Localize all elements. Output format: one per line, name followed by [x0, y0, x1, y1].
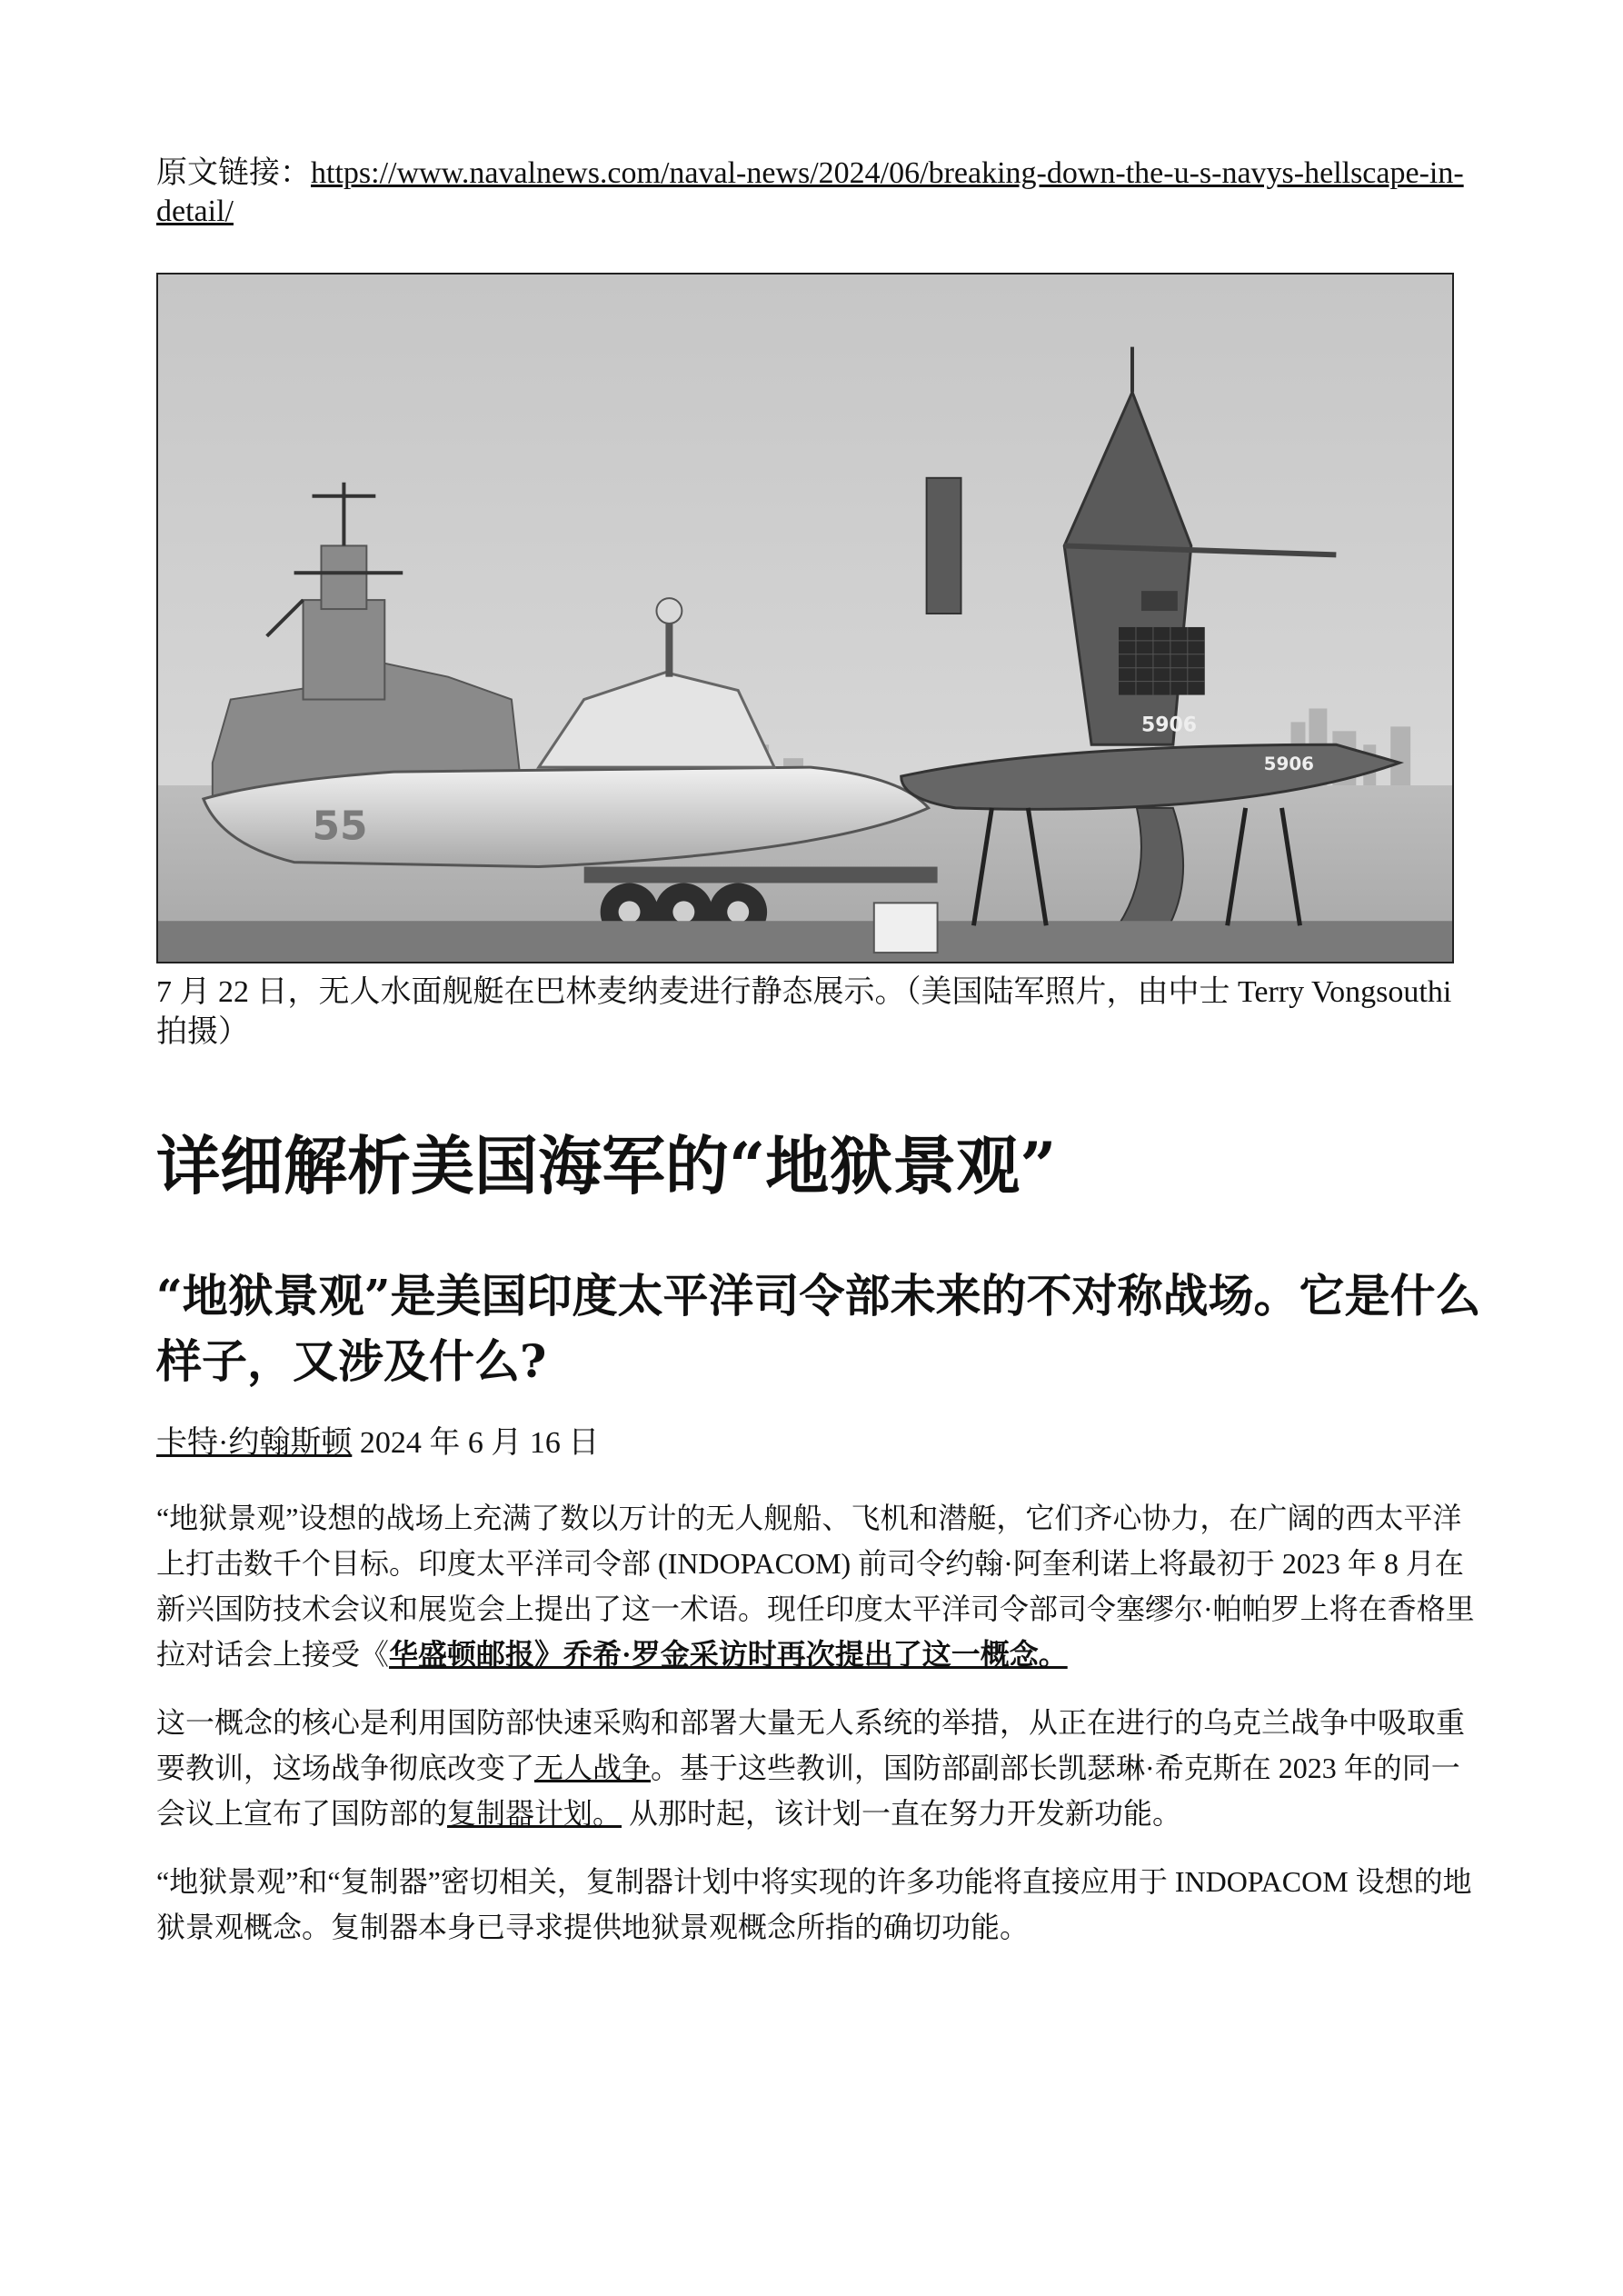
paragraph-2-text-c: 从那时起，该计划一直在努力开发新功能。 [622, 1797, 1182, 1830]
replicator-link[interactable]: 复制器计划。 [447, 1797, 622, 1830]
paragraph-3: “地狱景观”和“复制器”密切相关，复制器计划中将实现的许多功能将直接应用于 INDOPACOM 设想的地狱景观概念。复制器本身已寻求提供地狱景观概念所指的确切功能。 [156, 1865, 1472, 1943]
photo-caption: 7 月 22 日，无人水面舰艇在巴林麦纳麦进行静态展示。（美国陆军照片，由中士 Terry Vongsouthi 拍摄） [156, 975, 1452, 1049]
publish-date: 2024 年 6 月 16 日 [352, 1426, 600, 1460]
byline [156, 1423, 1465, 1463]
saildrone-hull-number: 5906 [1263, 754, 1315, 775]
paragraph-2 [156, 1700, 1483, 1836]
paragraph-1 [156, 1495, 1483, 1677]
source-label: 原文链接： [156, 156, 311, 190]
article-title: 详细解析美国海军的“地狱景观” [156, 1128, 1057, 1203]
article-subtitle: “地狱景观”是美国印度太平洋司令部未来的不对称战场。它是什么样子，又涉及什么? [156, 1269, 1481, 1388]
paragraph-2-text-a: 这一概念的核心是利用国防部快速采购和部署大量无人系统的举措，从正在进行的乌克兰战争中吸取重要教训，这场战争彻底改变了 [156, 1706, 1466, 1784]
paragraph-1-text: “地狱景观”设想的战场上充满了数以万计的无人舰船、飞机和潜艇，它们齐心协力，在广阔的西太平洋上打击数千个目标。印度太平洋司令部 (INDOPACOM) 前司令约翰·阿奎利诺上将最初于 2023 年 8 月在新兴国防技术会议和展览会上提出了这一术语。现任印度太平洋司令部司令塞缪尔·帕帕罗上将在香格里拉对话会上接受《 [156, 1502, 1475, 1671]
author-link[interactable]: 卡特·约翰斯顿 [156, 1426, 353, 1460]
washington-post-link[interactable]: 华盛顿邮报》乔希·罗金采访时再次提出了这一概念。 [389, 1638, 1068, 1671]
unmanned-warfare-link[interactable]: 无人战争 [534, 1752, 652, 1784]
usv-photo-illustration [158, 275, 1452, 962]
article-photo [156, 273, 1454, 963]
paragraph-2-text-b: 。基于这些教训，国防部副部长凯瑟琳·希克斯在 2023 年的同一会议上宣布了国防部的 [156, 1752, 1460, 1830]
source-line [156, 155, 1483, 231]
saildrone-sail-number: 5906 [1140, 714, 1198, 737]
source-link[interactable]: https://www.navalnews.com/naval-news/2024/06/breaking-down-the-u-s-navys-hellscape-in-detail/ [156, 156, 1464, 228]
boat-hull-number: 55 [312, 803, 368, 850]
